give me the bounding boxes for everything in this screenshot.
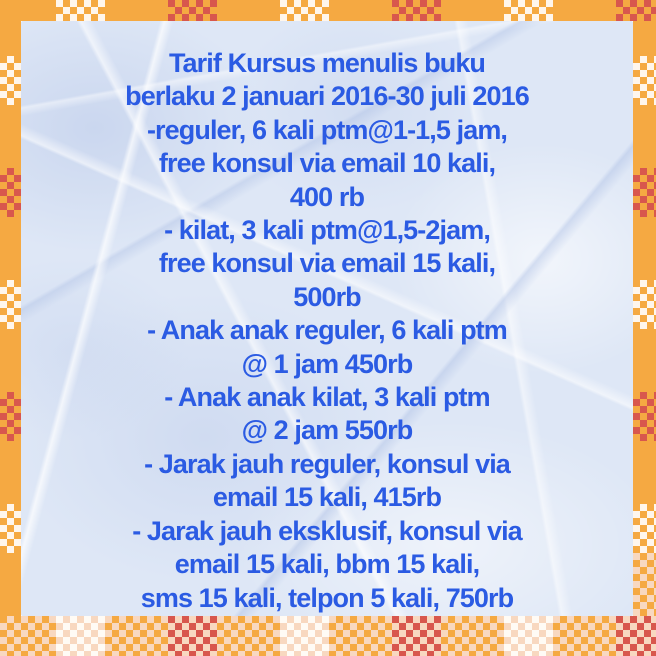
crumpled-paper — [21, 21, 633, 616]
poster-text-line: - kilat, 3 kali ptm@1,5-2jam, — [164, 215, 490, 246]
poster-text-line: email 15 kali, bbm 15 kali, — [174, 549, 480, 580]
poster-text-line: @ 2 jam 550rb — [241, 415, 413, 446]
poster-text-line: - Jarak jauh eksklusif, konsul via — [132, 515, 522, 546]
poster-text-line: email 15 kali, 415rb — [212, 482, 442, 513]
poster-text-line: - Jarak jauh reguler, konsul via — [144, 448, 510, 479]
poster-text-line: sms 15 kali, telpon 5 kali, 750rb — [140, 582, 514, 613]
poster-validity-line: berlaku 2 januari 2016-30 juli 2016 — [125, 81, 529, 112]
poster-text-line: - Anak anak reguler, 6 kali ptm — [147, 315, 507, 346]
poster-text-line: 500rb — [293, 281, 361, 312]
poster-text-line: free konsul via email 10 kali, — [158, 148, 496, 179]
gingham-border-top — [0, 0, 656, 21]
poster-text-line: - Anak anak kilat, 3 kali ptm — [164, 382, 490, 413]
gingham-border-right — [633, 21, 656, 616]
poster-text-line: free konsul via email 15 kali, — [158, 248, 496, 279]
poster-title-line: Tarif Kursus menulis buku — [168, 48, 486, 78]
poster-text-line: @ 1 jam 450rb — [241, 348, 413, 379]
gingham-border-bottom — [0, 616, 656, 656]
poster-text-line: 400 rb — [289, 181, 365, 212]
gingham-border-left — [0, 21, 21, 616]
poster-text-line: -reguler, 6 kali ptm@1-1,5 jam, — [146, 114, 508, 145]
price-list — [21, 47, 633, 615]
